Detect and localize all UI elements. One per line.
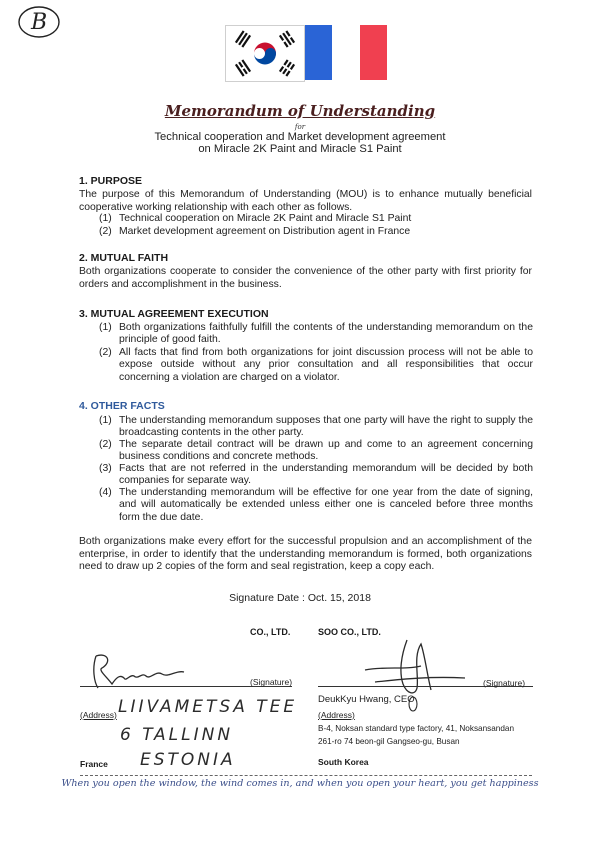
signer-name: DeukKyu Hwang, CEO [318, 694, 415, 705]
closing-paragraph: Both organizations make every effort for the successful propulsion and an accomplishment of the enterprise, in order to identify that the understanding memorandum is formed, both organizations need to draw up 2 copies of the form and seal registration, keep a copy each. [79, 536, 532, 573]
right-country: South Korea [318, 757, 369, 767]
right-address-label: (Address) [318, 710, 355, 720]
footer-divider [80, 775, 532, 776]
france-flag-red-band [360, 25, 387, 80]
item-number: (2) [99, 347, 112, 358]
company-left: CO., LTD. [250, 627, 291, 637]
item-number: (3) [99, 463, 112, 474]
item-text: Market development agreement on Distribution agent in France [119, 226, 411, 237]
right-address [318, 722, 514, 748]
document-subtitle [0, 131, 600, 155]
item-number: (1) [99, 322, 112, 333]
left-country: France [80, 759, 108, 769]
execution-item [99, 347, 533, 384]
item-number: (4) [99, 487, 112, 498]
page-marker-letter: B [31, 10, 48, 35]
handwritten-address-line-2: 6 TALLINN [120, 725, 234, 745]
handwritten-address-line-1: LIIVAMETSA TEE [118, 697, 298, 717]
item-text: The separate detail contract will be drawn up and come to an agreement concerning business conditions and concrete methods. [119, 439, 533, 463]
other-facts-item [99, 463, 533, 488]
item-text: All facts that find from both organizations for joint discussion process will not be able to expose outside without any prior consultation and all responsibilities that occur concerning a violation are charged on a violator. [119, 347, 533, 383]
item-text: The understanding memorandum supposes that one party will have the right to supply the broadcasting contents in the other party. [119, 415, 533, 439]
for-label: for [294, 123, 306, 131]
left-address-label: (Address) [80, 710, 117, 720]
subtitle-line-2: on Miracle 2K Paint and Miracle S1 Paint [198, 143, 402, 155]
page-marker [14, 4, 64, 40]
item-number: (2) [99, 226, 112, 237]
left-signature-label: (Signature) [250, 677, 293, 687]
section-heading-other-facts: 4. OTHER FACTS [79, 400, 165, 412]
france-flag-white-band [332, 25, 359, 80]
right-address-line-2: 261-ro 74 beon-gil Gangseo-gu, Busan [318, 737, 460, 746]
item-number: (1) [99, 415, 112, 426]
item-text: The understanding memorandum will be effective for one year from the date of signing, and will automatically be extended unless either one is canceled before three months form the due date. [119, 487, 533, 523]
document-title: Memorandum of Understanding [164, 102, 436, 120]
france-flag-blue-band [305, 25, 332, 80]
right-signature-label: (Signature) [483, 678, 526, 688]
korea-flag-icon [226, 26, 304, 81]
company-right: SOO CO., LTD. [318, 627, 381, 637]
right-address-line-1: B-4, Noksan standard type factory, 41, Noksansandan [318, 724, 515, 733]
purpose-item [99, 213, 533, 225]
section-heading-purpose: 1. PURPOSE [79, 175, 143, 187]
handwritten-address-line-3: ESTONIA [140, 750, 236, 770]
item-text: Both organizations faithfully fulfill the contents of the understanding memorandum on the principle of good faith. [119, 322, 533, 346]
subtitle-line-1: Technical cooperation and Market development agreement [154, 131, 446, 143]
france-flag [305, 25, 387, 80]
korea-flag [225, 25, 305, 82]
other-facts-item [99, 439, 533, 464]
item-number: (1) [99, 213, 112, 224]
item-text: Technical cooperation on Miracle 2K Paint and Miracle S1 Paint [119, 213, 412, 224]
purpose-text: The purpose of this Memorandum of Understanding (MOU) is to enhance mutually beneficial cooperative working relationship with each other as follows. [79, 189, 532, 213]
faith-text: Both organizations cooperate to consider the convenience of the other party with first priority for orders and accomplishment in the business. [79, 266, 532, 290]
item-text: Facts that are not referred in the understanding memorandum will be decided by both companies for separate way. [119, 463, 533, 487]
signature-date: Signature Date : Oct. 15, 2018 [229, 592, 371, 604]
section-heading-execution: 3. MUTUAL AGREEMENT EXECUTION [79, 308, 269, 320]
item-number: (2) [99, 439, 112, 450]
purpose-item [99, 226, 533, 238]
section-heading-faith: 2. MUTUAL FAITH [79, 252, 169, 264]
execution-item [99, 322, 533, 347]
footer-motto: When you open the window, the wind comes in, and when you open your heart, you get happiness [61, 778, 539, 789]
other-facts-item [99, 415, 533, 440]
other-facts-item [99, 487, 533, 524]
